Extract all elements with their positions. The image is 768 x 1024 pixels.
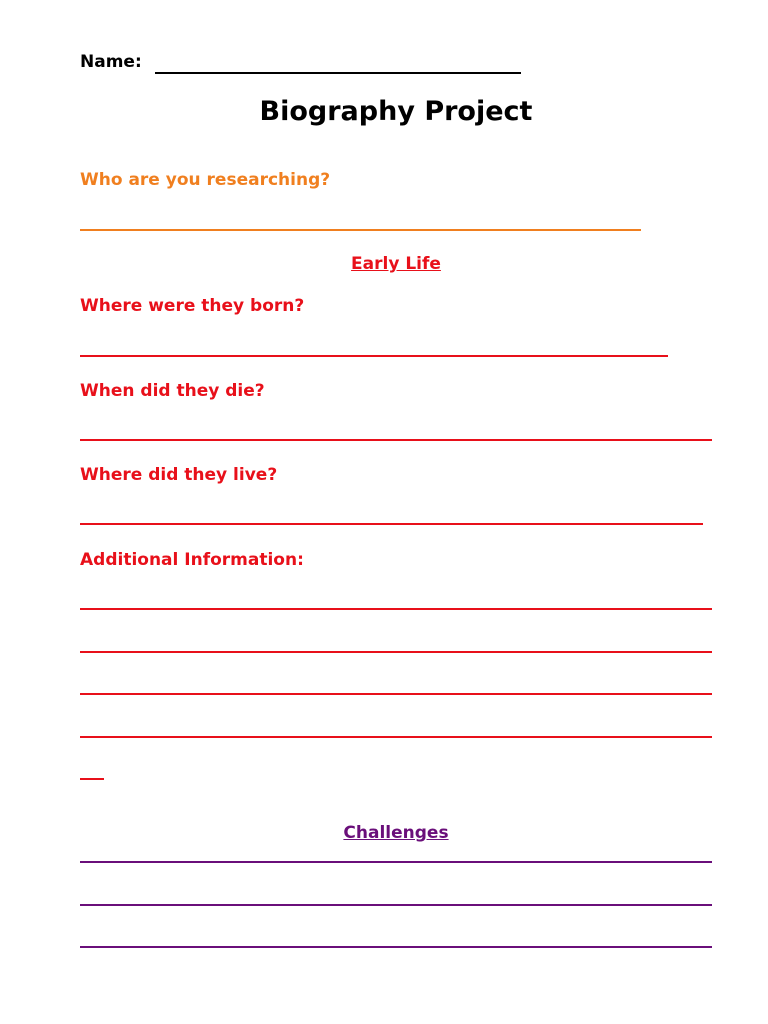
additional-answer-line-2[interactable] — [80, 651, 712, 653]
born-answer-line[interactable] — [80, 355, 668, 357]
page-title: Biography Project — [259, 96, 533, 127]
name-blank-line[interactable] — [155, 72, 521, 74]
additional-info-prompt: Additional Information: — [80, 550, 304, 570]
challenges-answer-line-1[interactable] — [80, 861, 712, 863]
challenges-answer-line-2[interactable] — [80, 904, 712, 906]
researching-answer-line[interactable] — [80, 229, 641, 231]
additional-answer-line-4[interactable] — [80, 736, 712, 738]
section-heading-challenges: Challenges — [343, 823, 449, 843]
name-label: Name: — [80, 52, 142, 72]
live-prompt: Where did they live? — [80, 465, 278, 485]
section-heading-early-life: Early Life — [351, 254, 441, 274]
die-prompt: When did they die? — [80, 381, 265, 401]
additional-answer-line-5[interactable] — [80, 778, 104, 780]
additional-answer-line-1[interactable] — [80, 608, 712, 610]
additional-answer-line-3[interactable] — [80, 693, 712, 695]
researching-prompt: Who are you researching? — [80, 170, 331, 190]
live-answer-line[interactable] — [80, 523, 703, 525]
name-field-row — [80, 52, 540, 78]
challenges-answer-line-3[interactable] — [80, 946, 712, 948]
die-answer-line[interactable] — [80, 439, 712, 441]
born-prompt: Where were they born? — [80, 296, 305, 316]
